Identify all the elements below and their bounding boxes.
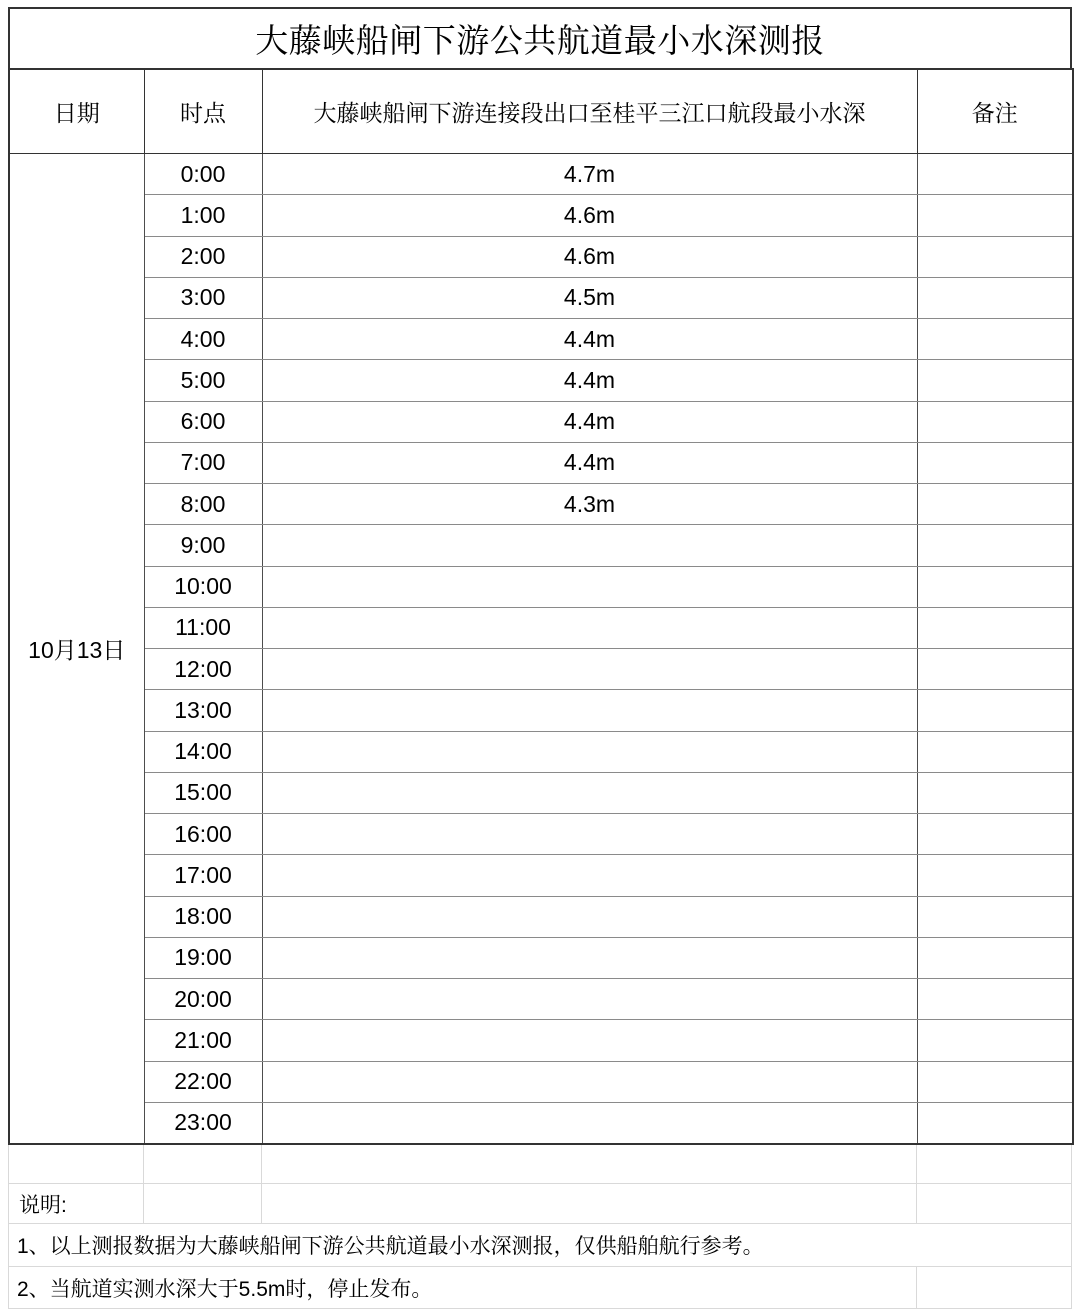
- remark-cell: [917, 649, 1073, 690]
- depth-cell: [262, 896, 917, 937]
- data-rows: [9, 154, 1073, 1145]
- depth-cell: 4.6m: [262, 195, 917, 236]
- table-row: [9, 690, 1073, 731]
- depth-cell: [262, 690, 917, 731]
- table-row: [9, 1061, 1073, 1102]
- page-title: 大藤峡船闸下游公共航道最小水深测报: [255, 22, 825, 59]
- table-header: [9, 69, 1073, 154]
- remark-cell: [917, 607, 1073, 648]
- time-cell: 9:00: [144, 525, 262, 566]
- time-cell: 17:00: [144, 855, 262, 896]
- note-2-text: 2、当航道实测水深大于5.5m时，停止发布。: [9, 1267, 917, 1308]
- footer-empty-cell: [917, 1145, 1071, 1183]
- remark-cell: [917, 484, 1073, 525]
- time-cell: 10:00: [144, 566, 262, 607]
- remark-cell: [917, 979, 1073, 1020]
- table-row: [9, 236, 1073, 277]
- time-cell: 2:00: [144, 236, 262, 277]
- time-cell: 18:00: [144, 896, 262, 937]
- remark-cell: [917, 154, 1073, 195]
- remark-cell: [917, 772, 1073, 813]
- table-row: [9, 277, 1073, 318]
- time-cell: 13:00: [144, 690, 262, 731]
- footer-empty-cell: [262, 1145, 917, 1183]
- depth-cell: [262, 979, 917, 1020]
- time-cell: 7:00: [144, 442, 262, 483]
- depth-cell: [262, 566, 917, 607]
- table-row: [9, 566, 1073, 607]
- depth-cell: [262, 772, 917, 813]
- time-cell: 12:00: [144, 649, 262, 690]
- time-cell: 1:00: [144, 195, 262, 236]
- table-row: [9, 896, 1073, 937]
- remark-cell: [917, 195, 1073, 236]
- depth-cell: [262, 1102, 917, 1144]
- remark-cell: [917, 1102, 1073, 1144]
- depth-cell: 4.4m: [262, 360, 917, 401]
- footer-empty-cell: [917, 1184, 1071, 1223]
- header-depth: 大藤峡船闸下游连接段出口至桂平三江口航段最小水深: [262, 69, 917, 154]
- table-row: [9, 195, 1073, 236]
- footer-note-row-1: [9, 1224, 1071, 1267]
- remark-cell: [917, 442, 1073, 483]
- depth-cell: 4.7m: [262, 154, 917, 195]
- table-row: [9, 442, 1073, 483]
- header-remark: 备注: [917, 69, 1073, 154]
- time-cell: 5:00: [144, 360, 262, 401]
- depth-cell: 4.5m: [262, 277, 917, 318]
- remark-cell: [917, 1061, 1073, 1102]
- table-row: [9, 401, 1073, 442]
- footer-note-row-2: [9, 1267, 1071, 1309]
- depth-cell: 4.3m: [262, 484, 917, 525]
- remark-cell: [917, 896, 1073, 937]
- depth-cell: 4.4m: [262, 401, 917, 442]
- remark-cell: [917, 690, 1073, 731]
- remark-cell: [917, 1020, 1073, 1061]
- table-row: [9, 154, 1073, 195]
- table-row: [9, 319, 1073, 360]
- depth-cell: [262, 1020, 917, 1061]
- remark-cell: [917, 401, 1073, 442]
- table-row: [9, 731, 1073, 772]
- depth-cell: [262, 525, 917, 566]
- table-row: [9, 1102, 1073, 1144]
- time-cell: 4:00: [144, 319, 262, 360]
- time-cell: 0:00: [144, 154, 262, 195]
- header-time: 时点: [144, 69, 262, 154]
- depth-cell: 4.6m: [262, 236, 917, 277]
- time-cell: 3:00: [144, 277, 262, 318]
- footer-empty-cell: [144, 1184, 262, 1223]
- table-row: [9, 855, 1073, 896]
- remark-cell: [917, 814, 1073, 855]
- remark-cell: [917, 319, 1073, 360]
- table-row: [9, 772, 1073, 813]
- time-cell: 23:00: [144, 1102, 262, 1144]
- time-cell: 19:00: [144, 937, 262, 978]
- table-row: [9, 360, 1073, 401]
- time-cell: 20:00: [144, 979, 262, 1020]
- depth-cell: [262, 649, 917, 690]
- remark-cell: [917, 236, 1073, 277]
- table-row: [9, 607, 1073, 648]
- date-cell: 10月13日: [9, 154, 144, 1145]
- table-row: [9, 525, 1073, 566]
- table-footer: [8, 1145, 1072, 1309]
- remark-cell: [917, 566, 1073, 607]
- time-cell: 21:00: [144, 1020, 262, 1061]
- remark-cell: [917, 525, 1073, 566]
- remark-cell: [917, 360, 1073, 401]
- remark-cell: [917, 855, 1073, 896]
- time-cell: 22:00: [144, 1061, 262, 1102]
- table-row: [9, 1020, 1073, 1061]
- remark-cell: [917, 277, 1073, 318]
- table-row: [9, 979, 1073, 1020]
- time-cell: 6:00: [144, 401, 262, 442]
- table-row: [9, 649, 1073, 690]
- footer-label-row: [9, 1184, 1071, 1224]
- notes-label: 说明:: [9, 1184, 144, 1223]
- note-1-text: 1、以上测报数据为大藤峡船闸下游公共航道最小水深测报，仅供船舶航行参考。: [17, 1235, 764, 1258]
- depth-cell: [262, 1061, 917, 1102]
- remark-cell: [917, 937, 1073, 978]
- table-row: [9, 814, 1073, 855]
- depth-cell: [262, 855, 917, 896]
- footer-empty-cell: [262, 1184, 917, 1223]
- time-cell: 14:00: [144, 731, 262, 772]
- table-row: [9, 484, 1073, 525]
- depth-cell: [262, 731, 917, 772]
- footer-empty-cell: [917, 1267, 1071, 1308]
- footer-empty-cell: [9, 1145, 144, 1183]
- remark-cell: [917, 731, 1073, 772]
- depth-report-table: [8, 68, 1074, 1145]
- depth-cell: 4.4m: [262, 319, 917, 360]
- header-date: 日期: [9, 69, 144, 154]
- report-document: [8, 7, 1072, 1309]
- depth-cell: 4.4m: [262, 442, 917, 483]
- time-cell: 15:00: [144, 772, 262, 813]
- table-row: [9, 937, 1073, 978]
- time-cell: 8:00: [144, 484, 262, 525]
- footer-empty-cell: [144, 1145, 262, 1183]
- depth-cell: [262, 937, 917, 978]
- footer-empty-row: [9, 1145, 1071, 1184]
- depth-cell: [262, 607, 917, 648]
- report-title-box: [8, 7, 1072, 68]
- header-row: [9, 69, 1073, 154]
- depth-cell: [262, 814, 917, 855]
- time-cell: 16:00: [144, 814, 262, 855]
- time-cell: 11:00: [144, 607, 262, 648]
